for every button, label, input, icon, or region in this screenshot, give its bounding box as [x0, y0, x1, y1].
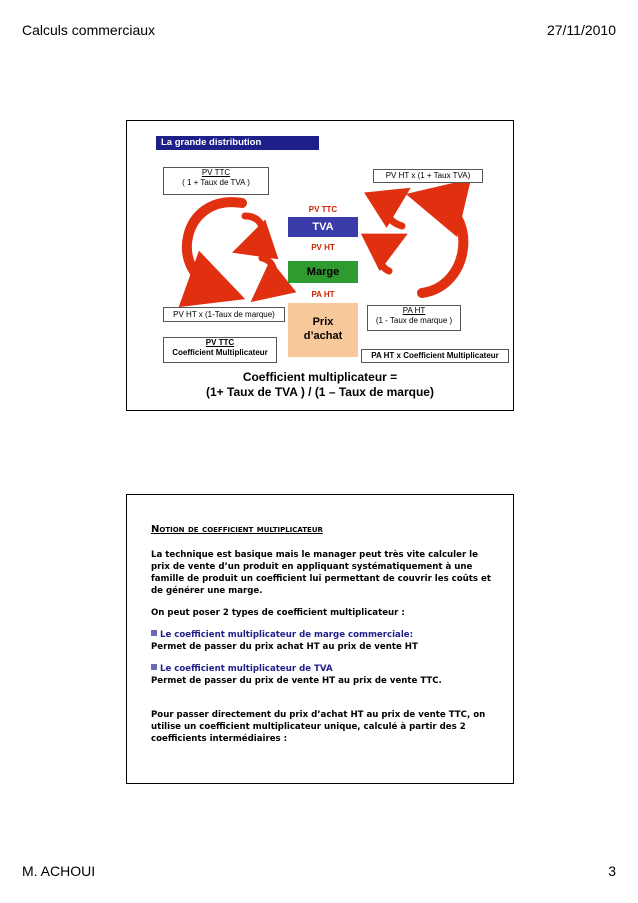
footer-page-number: 3 [608, 863, 616, 879]
bullet-square-icon [151, 630, 157, 636]
paragraph-types: On peut poser 2 types de coefficient multiplicateur : [151, 608, 405, 618]
slide-coefficient-multiplicateur [126, 494, 514, 784]
tva-block: TVA [288, 217, 358, 237]
formula-box-bottom-right: PA HT x Coefficient Multiplicateur [361, 349, 509, 363]
prix-achat-block: Prix d’achat [288, 303, 358, 357]
label-pa-ht: PA HT [311, 290, 335, 299]
marge-block: Marge [288, 261, 358, 283]
header-date: 27/11/2010 [546, 22, 616, 38]
formula-box-top-right: PV HT x (1 + Taux TVA) [373, 169, 483, 183]
formula-box-mid-left: PV HT x (1-Taux de marque) [163, 307, 285, 322]
footer-author: M. ACHOUI [22, 863, 96, 879]
formula-box-bottom-left: PV TTC Coefficient Multiplicateur [163, 337, 277, 363]
header-title: Calculs commerciaux [22, 22, 156, 38]
paragraph-intro: La technique est basique mais le manager peut très vite calculer le prix de vente d’un produit en appliquant systématiquement à une famille de produit un coefficient lui permettant de couvrir les coûts et de générer une marge. [151, 550, 491, 596]
label-pv-ht: PV HT [311, 243, 335, 252]
right-small-arrow-top-icon [387, 199, 402, 226]
slide-banner: La grande distribution [156, 136, 319, 150]
equation-line-2: (1+ Taux de TVA ) / (1 – Taux de marque) [206, 385, 434, 399]
slide-title: Notion de coefficient multiplicateur [151, 524, 323, 535]
formula-box-mid-right: PA HT (1 - Taux de marque ) [367, 305, 461, 331]
left-large-arrow-icon [187, 202, 242, 289]
left-small-arrow-bottom-icon [262, 258, 274, 289]
bullet-square-icon [151, 664, 157, 670]
bullet-tva: Le coefficient multiplicateur de TVA Permet de passer du prix de vente HT au prix de vente TTC. [151, 664, 442, 686]
paragraph-conclusion: Pour passer directement du prix d’achat HT au prix de vente TTC, on utilise un coefficient multiplicateur unique, calculé à partir des 2 coefficients intermédiaires : [151, 710, 486, 744]
equation-line-1: Coefficient multiplicateur = [242, 370, 398, 384]
left-small-arrow-top-icon [245, 216, 262, 246]
slide-grande-distribution [126, 120, 514, 411]
right-large-arrow-icon [422, 201, 463, 293]
formula-box-top-left: PV TTC ( 1 + Taux de TVA ) [163, 167, 269, 195]
right-small-arrow-bottom-icon [380, 243, 389, 271]
label-pv-ttc: PV TTC [308, 205, 338, 214]
bullet-marge: Le coefficient multiplicateur de marge commerciale: Permet de passer du prix achat HT au prix de vente HT [151, 630, 418, 652]
